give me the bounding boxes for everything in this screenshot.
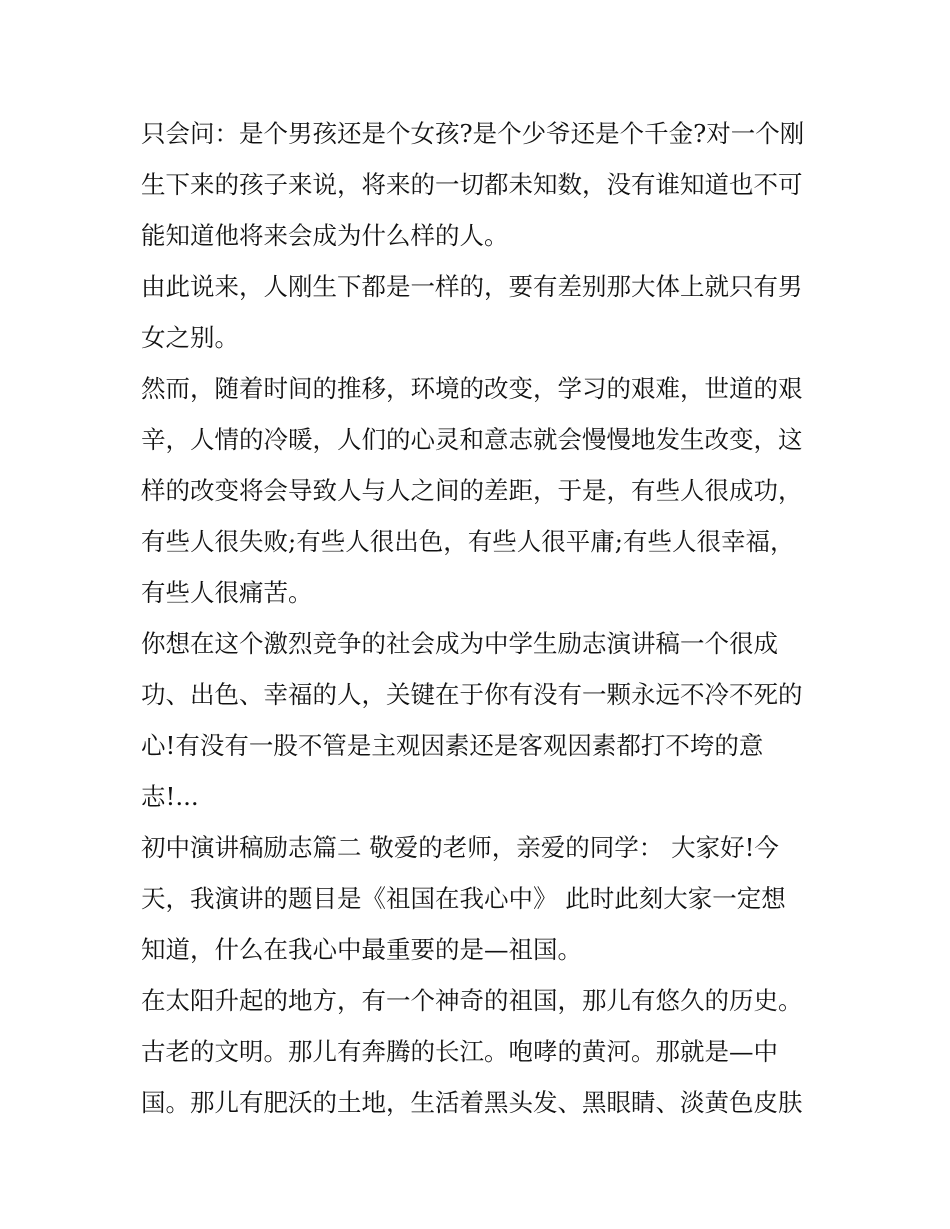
text-line: 心!有没有一股不管是主观因素还是客观因素都打不垮的意 <box>141 731 764 760</box>
text-line: 知道，什么在我心中最重要的是—祖国。 <box>141 935 582 964</box>
text-line: 只会问：是个男孩还是个女孩?是个少爷还是个千金?对一个刚 <box>141 119 805 148</box>
text-line: 初中演讲稿励志篇二 敬爱的老师，亲爱的同学： 大家好!今 <box>141 833 779 862</box>
text-line: 辛，人情的冷暖，人们的心灵和意志就会慢慢地发生改变，这 <box>141 425 803 454</box>
text-line: 志!... <box>141 782 199 811</box>
text-line: 样的改变将会导致人与人之间的差距，于是，有些人很成功， <box>141 476 803 505</box>
text-line: 国。那儿有肥沃的土地，生活着黑头发、黑眼睛、淡黄色皮肤 <box>141 1088 803 1117</box>
text-line: 有些人很失败;有些人很出色，有些人很平庸;有些人很幸福， <box>141 527 795 556</box>
text-line: 你想在这个激烈竞争的社会成为中学生励志演讲稿一个很成 <box>141 629 778 658</box>
text-line: 在太阳升起的地方，有一个神奇的祖国，那儿有悠久的历史。 <box>141 986 803 1015</box>
text-line: 功、出色、幸福的人，关键在于你有没有一颗永远不冷不死的 <box>141 680 803 709</box>
text-line: 女之别。 <box>141 323 239 352</box>
text-line: 然而，随着时间的推移，环境的改变，学习的艰难，世道的艰 <box>141 374 803 403</box>
text-line: 有些人很痛苦。 <box>141 578 313 607</box>
text-line: 能知道他将来会成为什么样的人。 <box>141 221 509 250</box>
text-line: 由此说来，人刚生下都是一样的，要有差别那大体上就只有男 <box>141 272 803 301</box>
document-body <box>141 108 816 1128</box>
text-line: 生下来的孩子来说，将来的一切都未知数，没有谁知道也不可 <box>141 170 803 199</box>
text-line: 古老的文明。那儿有奔腾的长江。咆哮的黄河。那就是—中 <box>141 1037 778 1066</box>
text-line: 天，我演讲的题目是《祖国在我心中》 此时此刻大家一定想 <box>141 884 786 913</box>
